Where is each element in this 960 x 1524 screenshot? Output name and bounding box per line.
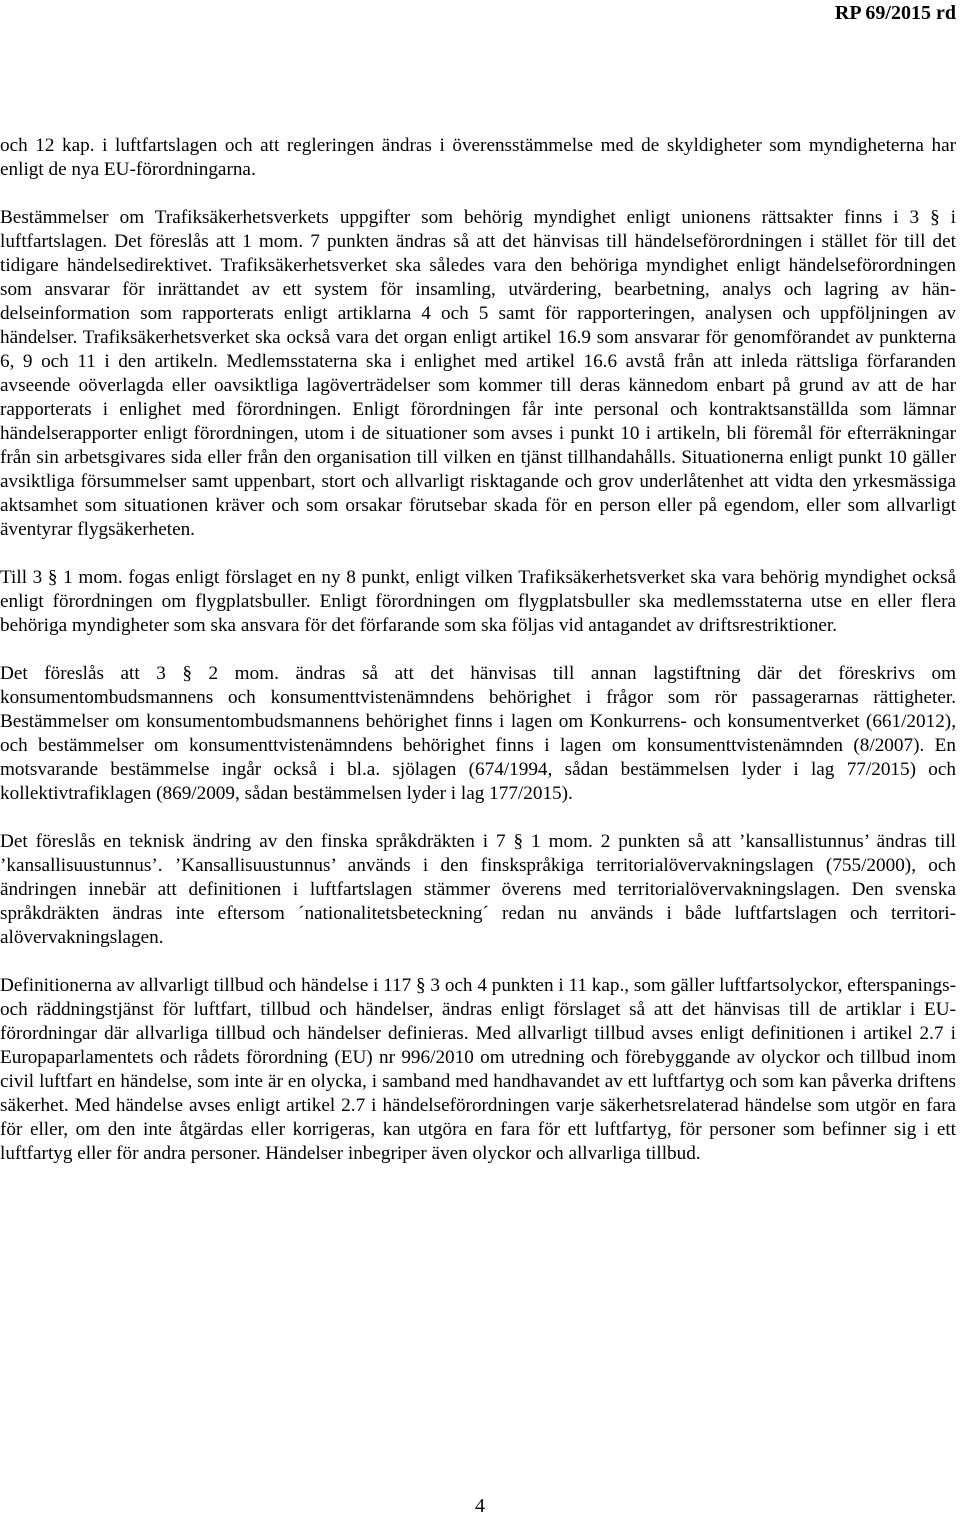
document-id: RP 69/2015 rd xyxy=(834,2,956,24)
paragraph-6: Definitionerna av allvarligt tillbud och händelse i 117 § 3 och 4 punkten i 11 kap., som gäller luftfartsolyckor, efterspanings- och räddningstjänst för luftfart, tillbud och händelser, ändras enligt förslaget så att det hänvisas till de artiklar i EU-förordningar där allvarliga tillbud och händelser definieras. Med allvarligt tillbud avses enligt definitionen i artikel 2.7 i Europaparlamentets och rådets förordning (EU) nr 996/2010 om utredning och förebyggande av olyckor och tillbud inom civil luftfart en händelse, som inte är en olycka, i samband med handhavandet av ett luftfartyg och som kan påverka driftens säkerhet. Med händelse avses enligt artikel 2.7 i händelseförordningen varje säkerhetsrelaterad händelse som utgör en fara för eller, om den inte åtgärdas eller korrigeras, kan utgöra en fara för ett luftfartyg, för personer som befinner sig i ett luftfartyg eller för andra personer. Händelser inbegriper även olyckor och allvarliga tillbud. xyxy=(0,975,956,1164)
document-body xyxy=(0,134,956,1166)
paragraph-4: Det föreslås att 3 § 2 mom. ändras så att det hänvisas till annan lagstiftning där det föreskrivs om konsumentombudsmannens och konsumenttvistenämndens behörighet i frågor som rör passagerarnas rättigheter. Bestämmelser om konsumentombudsmannens behörighet finns i lagen om Konkurrens- och konsumentverket (661/2012), och bestämmelser om konsumenttvistenämndens behörighet finns i lagen om konsumenttvistenämnden (8/2007). En motsvarande bestämmelse ingår också i bl.a. sjölagen (674/1994, sådan bestämmelsen lyder i lag 77/2015) och kollektivtrafiklagen (869/2009, sådan bestämmelsen lyder i lag 177/2015). xyxy=(0,663,956,804)
paragraph-5: Det föreslås en teknisk ändring av den finska språkdräkten i 7 § 1 mom. 2 punkten så att ’kansallistunnus’ ändras till ’kansallisuustunnus’. ’Kansallisuustunnus’ används i den finskspråkiga territorialövervakningslagen (755/2000), och ändringen innebär att definitionen i luftfartslagen stämmer överens med territorialövervakningslagen. Den svenska språkdräkten ändras inte eftersom ´nationalitetsbeteckning´ redan nu används i både luftfartslagen och territorialövervakningslagen. xyxy=(0,831,956,948)
paragraph-3: Till 3 § 1 mom. fogas enligt förslaget en ny 8 punkt, enligt vilken Trafiksäkerhetsverket ska vara behörig myndighet också enligt förordningen om flygplatsbuller. Enligt förordningen om flygplatsbuller ska medlemsstaterna utse en eller flera behöriga myndigheter som ska ansvara för det förfarande som ska följas vid antagandet av driftsrestriktioner. xyxy=(0,567,956,636)
page-number: 4 xyxy=(475,1495,485,1517)
paragraph-1: och 12 kap. i luftfartslagen och att regleringen ändras i överensstämmelse med de skyldigheter som myndigheterna har enligt de nya EU-förordningarna. xyxy=(0,135,956,180)
paragraph-2: Bestämmelser om Trafiksäkerhetsverkets uppgifter som behörig myndighet enligt unionens rättsakter finns i 3 § i luftfartslagen. Det föreslås att 1 mom. 7 punkten ändras så att det hänvisas till händelseförordningen i stället för till det tidigare händelsedirektivet. Trafiksäkerhetsverket ska således vara den behöriga myndighet enligt händelseförordningen som ansvarar för inrättandet av ett system för insamling, utvärdering, bearbetning, analys och lagring av händelseinformation som rapporterats enligt artiklarna 4 och 5 samt för rapporteringen, analysen och uppföljningen av händelser. Trafiksäkerhetsverket ska också vara det organ enligt artikel 16.9 som ansvarar för genomförandet av punkterna 6, 9 och 11 i den artikeln. Medlemsstaterna ska i enlighet med artikel 16.6 avstå från att inleda rättsliga förfaranden avseende oöverlagda eller oavsiktliga lagöverträdelser som kommer till deras kännedom enbart på grund av att de har rapporterats i enlighet med förordningen. Enligt förordningen får inte personal och kontraktsanställda som lämnar händelserapporter enligt förordningen, utom i de situationer som avses i punkt 10 i artikeln, bli föremål för efterräkningar från sin arbetsgivares sida eller från den organisation till vilken en tjänst tillhandahålls. Situationerna enligt punkt 10 gäller avsiktliga försummelser samt uppenbart, stort och allvarligt risktagande och grov underlåtenhet att vidta den yrkesmässiga aktsamhet som situationen kräver och som orsakar förutsebar skada för en person eller på egendom, eller som allvarligt äventyrar flygsäkerheten. xyxy=(0,207,956,540)
